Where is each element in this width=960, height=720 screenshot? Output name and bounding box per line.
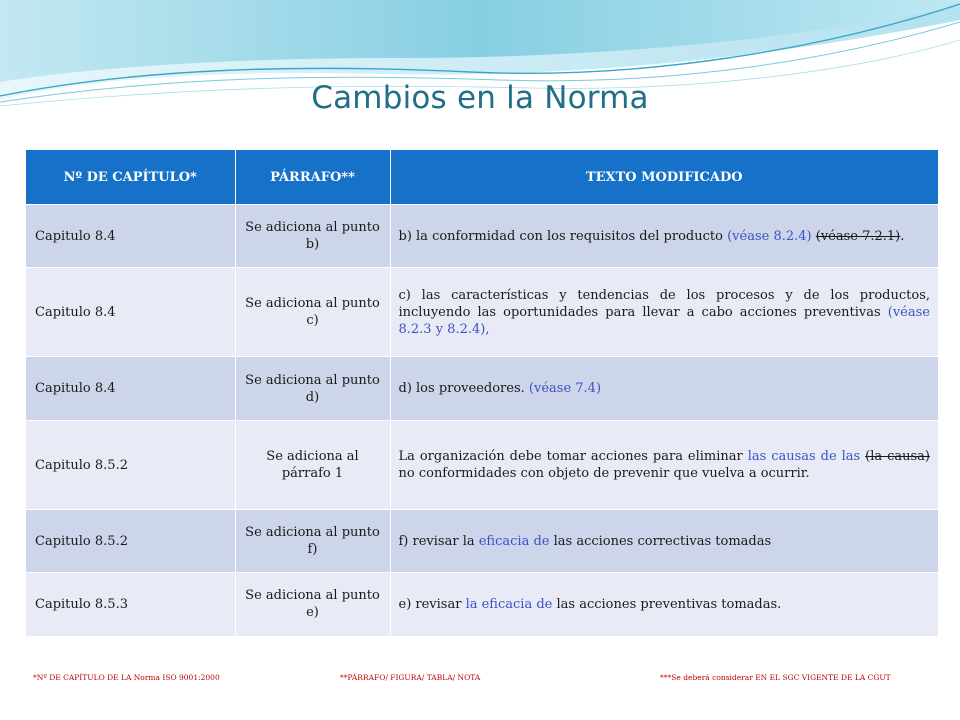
added-reference-text: (véase 8.2.3 y 8.2.4),	[398, 304, 930, 337]
paragraph-cell: Se adiciona al párrafo 1	[235, 421, 390, 510]
text-segment: las acciones preventivas tomadas.	[552, 596, 782, 612]
chapter-cell: Capitulo 8.5.3	[26, 573, 235, 636]
changes-table	[26, 150, 938, 636]
table-header-row	[26, 150, 938, 205]
text-segment: d) los proveedores.	[398, 381, 529, 396]
modified-text-cell	[390, 205, 938, 268]
table-row	[26, 510, 938, 573]
text-segment: La organización debe tomar acciones para eliminar	[398, 449, 748, 464]
chapter-cell: Capitulo 8.5.2	[26, 510, 235, 573]
removed-reference-text: (la causa)	[865, 449, 930, 464]
footnote-chapter: *Nº DE CAPÍTULO DE LA Norma ISO 9001:2000	[33, 673, 220, 682]
chapter-cell: Capitulo 8.4	[26, 268, 235, 357]
added-reference-text: la eficacia de	[465, 596, 553, 612]
paragraph-cell: Se adiciona al punto d)	[235, 357, 390, 421]
chapter-cell: Capitulo 8.4	[26, 205, 235, 268]
table-row	[26, 205, 938, 268]
text-segment: e) revisar	[398, 596, 466, 612]
table-row	[26, 357, 938, 421]
table-row	[26, 268, 938, 357]
paragraph-cell: Se adiciona al punto c)	[235, 268, 390, 357]
added-reference-text: eficacia de	[478, 533, 550, 549]
added-reference-text: las causas de las	[747, 449, 861, 464]
text-segment: .	[900, 228, 905, 244]
table-row	[26, 573, 938, 636]
added-reference-text: (véase 7.4)	[528, 381, 602, 396]
footnote-paragraph: **PÁRRAFO/ FIGURA/ TABLA/ NOTA	[340, 673, 481, 682]
header-paragraph: PÁRRAFO**	[235, 150, 390, 205]
paragraph-cell: Se adiciona al punto b)	[235, 205, 390, 268]
header-modified-text: TEXTO MODIFICADO	[390, 150, 938, 205]
chapter-cell: Capitulo 8.5.2	[26, 421, 235, 510]
text-segment: f) revisar la	[398, 533, 479, 549]
chapter-cell: Capitulo 8.4	[26, 357, 235, 421]
modified-text-cell	[390, 268, 938, 357]
text-segment: b) la conformidad con los requisitos del producto	[398, 228, 728, 244]
paragraph-cell: Se adiciona al punto e)	[235, 573, 390, 636]
text-segment: c) las características y tendencias de los procesos y de los productos, incluyendo las oportunidades para llevar a cabo acciones preventivas	[398, 287, 930, 320]
header-chapter: Nº DE CAPÍTULO*	[26, 150, 235, 205]
modified-text-cell	[390, 510, 938, 573]
table-row	[26, 421, 938, 510]
text-segment: las acciones correctivas tomadas	[549, 533, 772, 549]
modified-text-cell	[390, 357, 938, 421]
removed-reference-text: (véase 7.2.1)	[815, 228, 901, 244]
modified-text-cell	[390, 573, 938, 636]
modified-text-cell	[390, 421, 938, 510]
footnote-sgc: ***Se deberá considerar EN EL SGC VIGENTE DE LA CGUT	[660, 673, 891, 682]
added-reference-text: (véase 8.2.4)	[727, 228, 812, 244]
text-segment: no conformidades con objeto de prevenir que vuelva a ocurrir.	[398, 466, 810, 481]
page-title: Cambios en la Norma	[311, 80, 649, 116]
paragraph-cell: Se adiciona al punto f)	[235, 510, 390, 573]
